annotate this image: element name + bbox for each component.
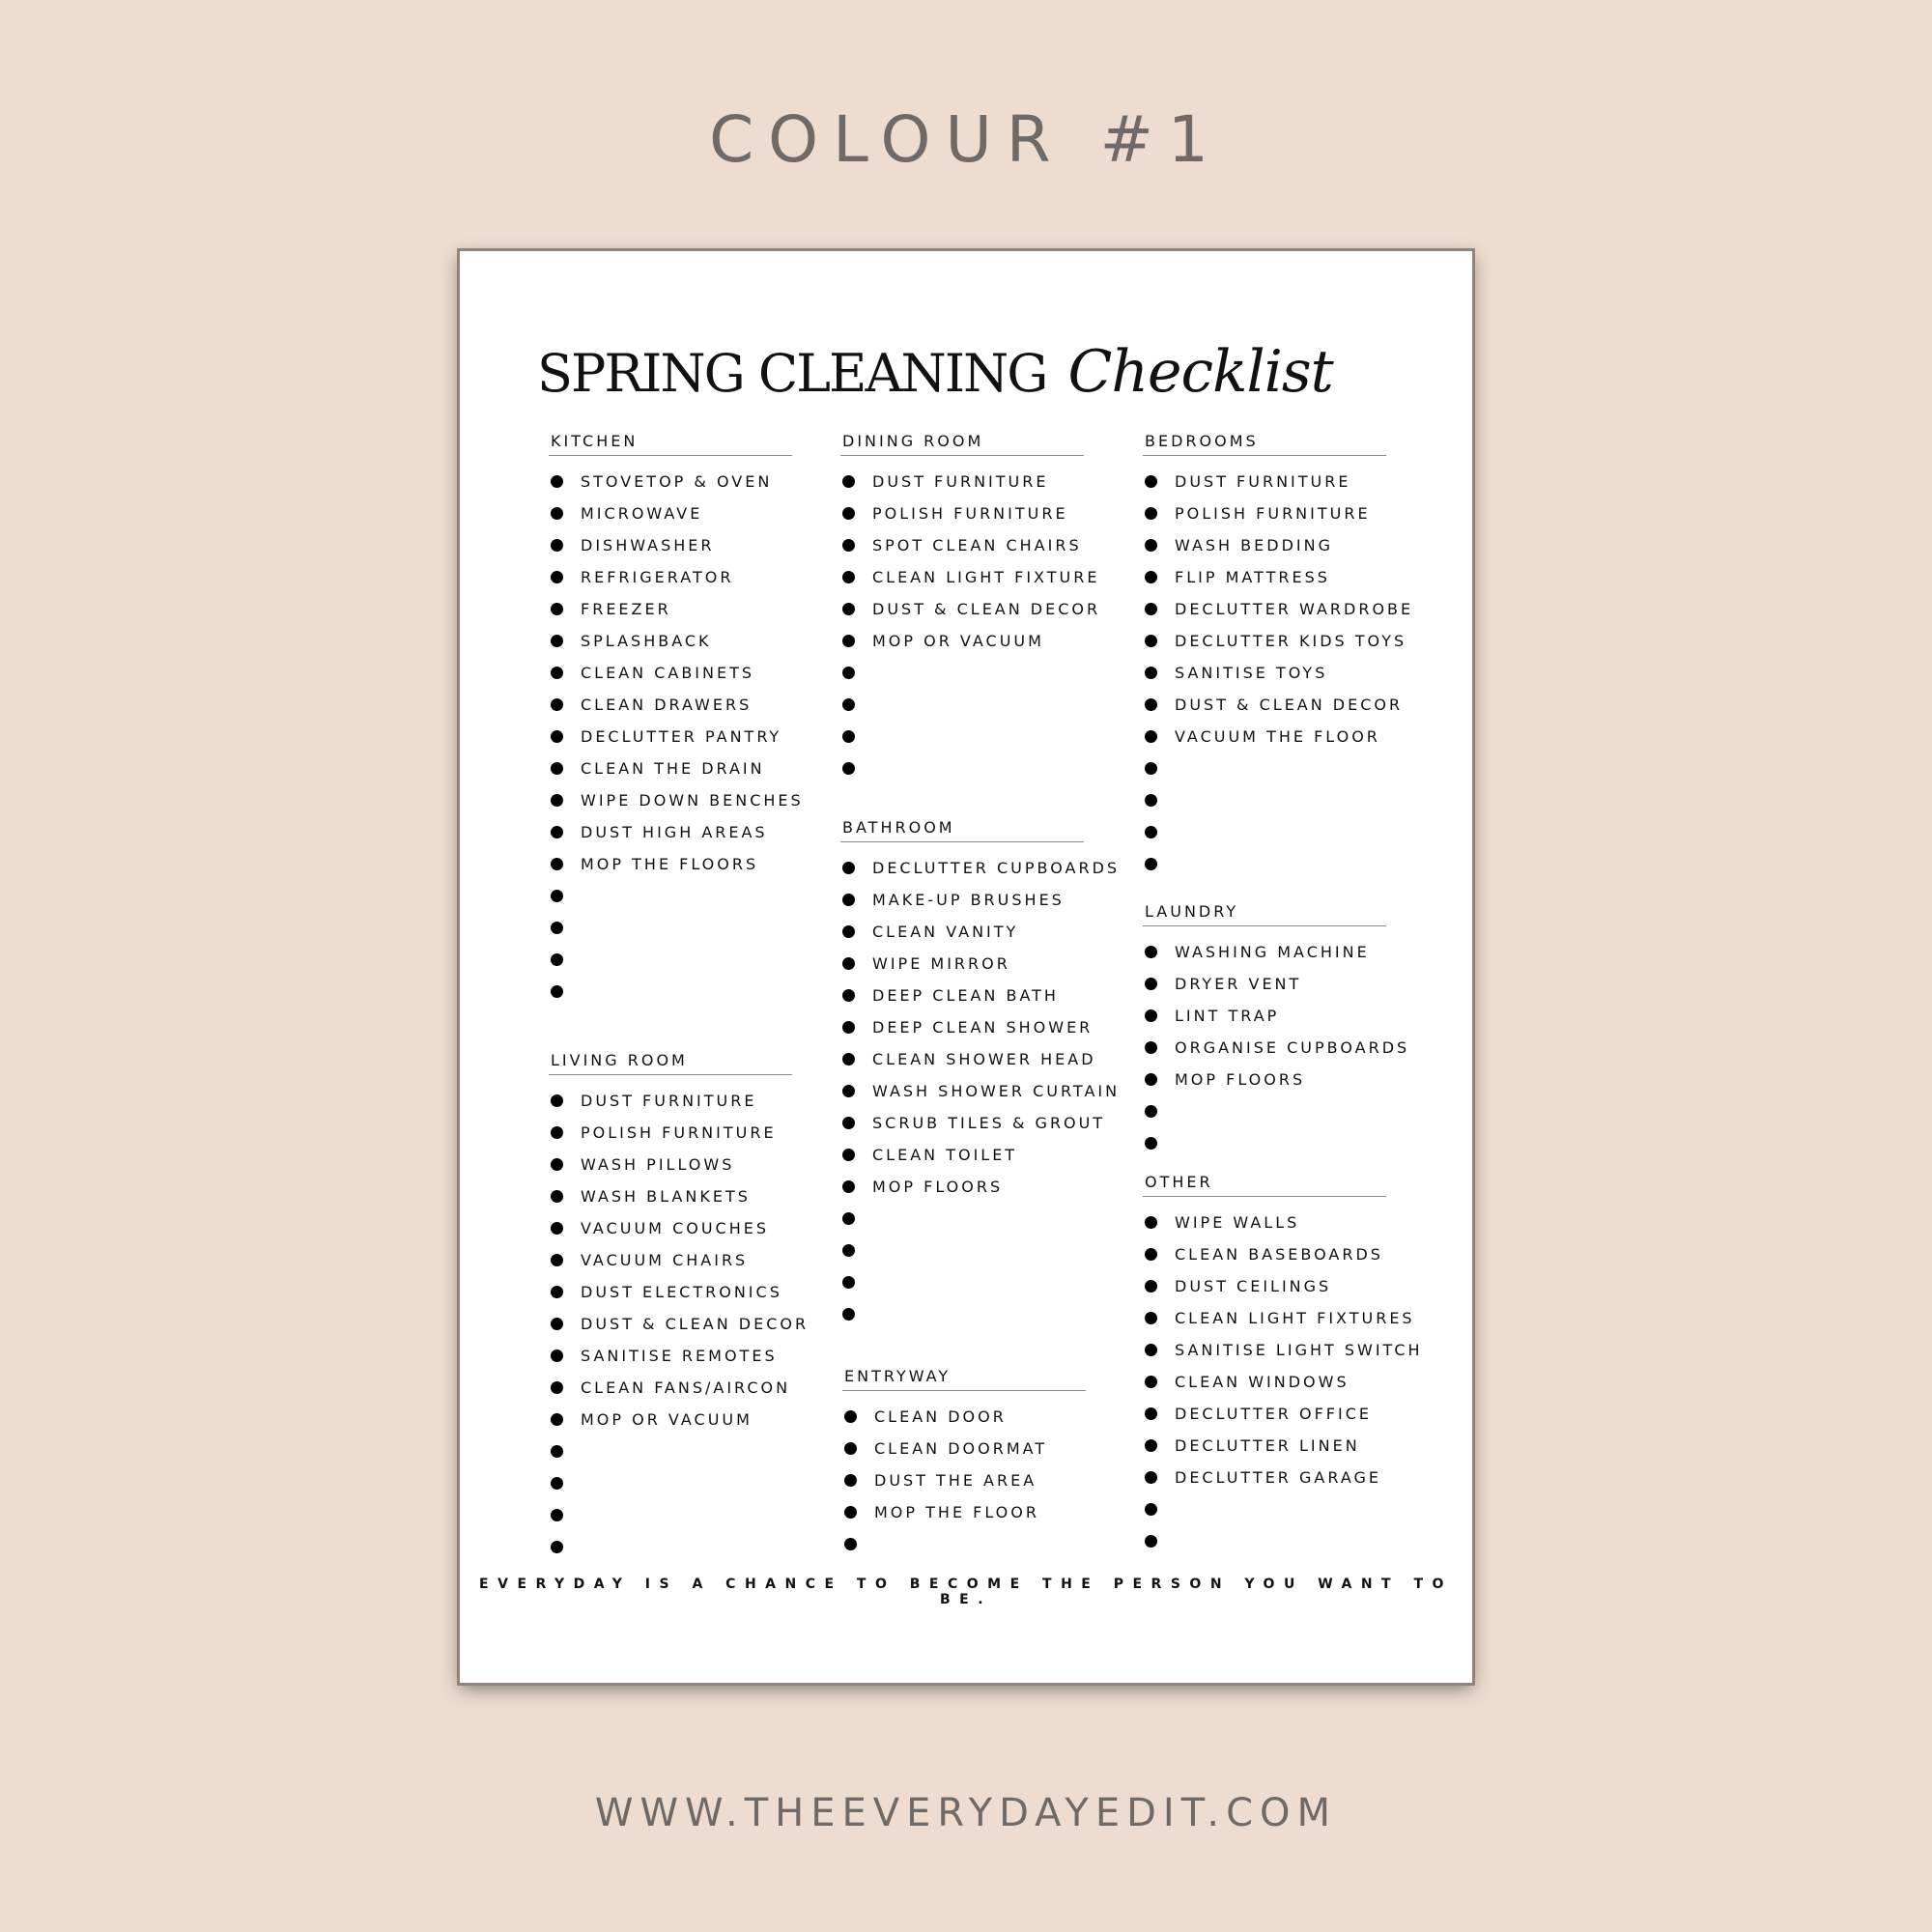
bullet-dot-icon <box>551 762 563 775</box>
bullet-dot-icon <box>1145 635 1157 647</box>
section-title: BATHROOM <box>840 819 1084 842</box>
website-url: WWW.THEEVERYDAYEDIT.COM <box>594 1791 1338 1835</box>
bullet-dot-icon <box>1145 475 1157 488</box>
checklist-item[interactable] <box>549 1372 792 1404</box>
bullet-dot-icon <box>1145 1248 1157 1261</box>
list-spacer <box>1143 926 1386 936</box>
checklist-item-label: POLISH FURNITURE <box>872 503 1068 523</box>
bullet-dot-icon <box>1145 1407 1157 1420</box>
bullet-dot-icon <box>842 1021 855 1034</box>
bullet-dot-icon <box>842 730 855 743</box>
checklist-item-label: CLEAN VANITY <box>872 922 1019 941</box>
bullet-dot-icon <box>1145 1503 1157 1516</box>
bullet-dot-icon <box>1145 1216 1157 1229</box>
checklist-item[interactable] <box>840 497 1084 529</box>
checklist-item-label: CLEAN DOOR <box>874 1406 1007 1426</box>
checklist-item[interactable] <box>1143 593 1414 625</box>
checklist-item[interactable] <box>549 753 792 784</box>
bullet-dot-icon <box>551 539 563 552</box>
bullet-dot-icon <box>842 475 855 488</box>
checklist-item-label: DRYER VENT <box>1175 974 1302 993</box>
blank-checklist-item[interactable] <box>1143 1095 1386 1127</box>
checklist-item-label: DUST & CLEAN DECOR <box>872 599 1101 618</box>
bullet-dot-icon <box>551 1413 563 1426</box>
checklist-item[interactable] <box>1143 561 1386 593</box>
checklist-item[interactable] <box>840 1107 1106 1139</box>
checklist-item-label: DECLUTTER WARDROBE <box>1175 599 1414 618</box>
checklist-item-label: CLEAN BASEBOARDS <box>1175 1244 1383 1264</box>
bullet-dot-icon <box>842 1276 855 1289</box>
blank-checklist-item[interactable] <box>840 689 1084 721</box>
checklist-item[interactable] <box>1143 721 1386 753</box>
blank-checklist-item[interactable] <box>1143 816 1386 848</box>
checklist-item-label: WIPE MIRROR <box>872 953 1010 973</box>
list-spacer <box>842 1391 1086 1401</box>
checklist-item[interactable] <box>842 1496 1086 1528</box>
checklist-item[interactable] <box>842 1401 1086 1433</box>
bullet-dot-icon <box>842 1308 855 1321</box>
bullet-dot-icon <box>1145 1073 1157 1086</box>
checklist-item-label: DUST FURNITURE <box>1175 471 1351 491</box>
bullet-dot-icon <box>842 1149 855 1161</box>
checklist-item[interactable] <box>1143 1207 1386 1238</box>
checklist-item[interactable] <box>549 816 792 848</box>
bullet-dot-icon <box>844 1410 857 1423</box>
bullet-dot-icon <box>844 1506 857 1519</box>
bullet-dot-icon <box>551 1094 563 1107</box>
checklist-item[interactable] <box>840 561 1100 593</box>
checklist-item[interactable] <box>549 1276 792 1308</box>
bullet-dot-icon <box>1145 978 1157 990</box>
checklist-item[interactable] <box>840 852 1121 884</box>
blank-checklist-item[interactable] <box>840 657 1084 689</box>
bullet-dot-icon <box>551 571 563 583</box>
checklist-item[interactable] <box>549 1180 792 1212</box>
blank-checklist-item[interactable] <box>1143 1127 1386 1159</box>
bullet-dot-icon <box>842 667 855 679</box>
section-laundry <box>1143 902 1410 1159</box>
motivational-quote: EVERYDAY IS A CHANCE TO BECOME THE PERSON YOU WANT TO BE. <box>479 1577 1453 1607</box>
checklist-item-label: DECLUTTER PANTRY <box>581 726 782 746</box>
bullet-dot-icon <box>551 635 563 647</box>
item-list <box>840 842 1121 1330</box>
item-list <box>1143 1197 1423 1557</box>
checklist-item[interactable] <box>549 1340 792 1372</box>
bullet-dot-icon <box>551 1318 563 1330</box>
bullet-dot-icon <box>1145 571 1157 583</box>
checklist-item[interactable] <box>549 1212 792 1244</box>
item-list <box>840 456 1101 784</box>
bullet-dot-icon <box>842 957 855 970</box>
checklist-item-label: VACUUM COUCHES <box>581 1218 770 1237</box>
checklist-item-label: DUST & CLEAN DECOR <box>1175 695 1404 714</box>
bullet-dot-icon <box>842 1053 855 1065</box>
bullet-dot-icon <box>551 1190 563 1203</box>
bullet-dot-icon <box>551 985 563 998</box>
checklist-item[interactable] <box>1143 1302 1415 1334</box>
bullet-dot-icon <box>1145 539 1157 552</box>
checklist-item[interactable] <box>549 784 804 816</box>
list-spacer <box>549 456 792 466</box>
checklist-item-label: LINT TRAP <box>1175 1006 1280 1025</box>
checklist-item[interactable] <box>549 625 792 657</box>
checklist-item-label: MOP THE FLOOR <box>874 1502 1039 1521</box>
checklist-item-label: VACUUM THE FLOOR <box>1175 726 1380 746</box>
bullet-dot-icon <box>551 1381 563 1394</box>
checklist-item-label: DISHWASHER <box>581 535 715 554</box>
checklist-item-label: WASH SHOWER CURTAIN <box>872 1081 1121 1100</box>
item-list <box>1143 926 1410 1159</box>
bullet-dot-icon <box>1145 858 1157 870</box>
bullet-dot-icon <box>842 698 855 711</box>
checklist-item-label: MOP FLOORS <box>1175 1069 1306 1089</box>
bullet-dot-icon <box>1145 946 1157 958</box>
blank-checklist-item[interactable] <box>549 880 792 912</box>
checklist-item-label: CLEAN DOORMAT <box>874 1438 1048 1458</box>
checklist-item-label: MOP FLOORS <box>872 1177 1004 1196</box>
checklist-item[interactable] <box>1143 466 1386 497</box>
blank-checklist-item[interactable] <box>840 1203 1084 1235</box>
checklist-item[interactable] <box>842 1433 1086 1464</box>
bullet-dot-icon <box>551 1222 563 1235</box>
bullet-dot-icon <box>551 475 563 488</box>
blank-checklist-item[interactable] <box>1143 784 1386 816</box>
blank-checklist-item[interactable] <box>840 1266 1084 1298</box>
bullet-dot-icon <box>551 667 563 679</box>
checklist-item-label: CLEAN CABINETS <box>581 663 755 682</box>
bullet-dot-icon <box>551 1350 563 1362</box>
item-list <box>1143 456 1414 880</box>
blank-checklist-item[interactable] <box>1143 1493 1386 1525</box>
section-other <box>1143 1173 1423 1557</box>
checklist-item[interactable] <box>1143 1462 1386 1493</box>
checklist-item-label: DEEP CLEAN BATH <box>872 985 1059 1005</box>
bullet-dot-icon <box>551 1477 563 1490</box>
bullet-dot-icon <box>1145 1439 1157 1452</box>
checklist-item[interactable] <box>549 1244 792 1276</box>
checklist-item-label: DUST THE AREA <box>874 1470 1037 1490</box>
checklist-item[interactable] <box>1143 1000 1386 1032</box>
bullet-dot-icon <box>1145 603 1157 615</box>
section-title: LAUNDRY <box>1143 903 1386 926</box>
checklist-item[interactable] <box>840 884 1084 916</box>
list-spacer <box>1143 1197 1386 1207</box>
checklist-item-label: DUST FURNITURE <box>581 1091 757 1110</box>
checklist-item-label: DECLUTTER CUPBOARDS <box>872 858 1121 877</box>
checklist-item[interactable] <box>549 1085 792 1117</box>
checklist-item-label: CLEAN LIGHT FIXTURE <box>872 567 1100 586</box>
item-list <box>549 1075 810 1563</box>
checklist-item[interactable] <box>549 593 792 625</box>
title-script: Checklist <box>1067 338 1333 406</box>
checklist-item-label: DEEP CLEAN SHOWER <box>872 1017 1094 1037</box>
checklist-item[interactable] <box>549 1117 792 1149</box>
bullet-dot-icon <box>1145 698 1157 711</box>
checklist-item-label: WASH BEDDING <box>1175 535 1333 554</box>
checklist-item[interactable] <box>1143 497 1386 529</box>
bullet-dot-icon <box>1145 1312 1157 1324</box>
checklist-item-label: DUST ELECTRONICS <box>581 1282 782 1301</box>
checklist-item-label: SPOT CLEAN CHAIRS <box>872 535 1082 554</box>
list-spacer <box>840 456 1084 466</box>
bullet-dot-icon <box>842 1180 855 1193</box>
bullet-dot-icon <box>842 762 855 775</box>
bullet-dot-icon <box>551 1445 563 1458</box>
checklist-item-label: DECLUTTER GARAGE <box>1175 1467 1381 1487</box>
checklist-item-label: STOVETOP & OVEN <box>581 471 773 491</box>
checklist-item-label: WIPE DOWN BENCHES <box>581 790 804 810</box>
checklist-item[interactable] <box>549 848 792 880</box>
checklist-item-label: FLIP MATTRESS <box>1175 567 1330 586</box>
section-title: BEDROOMS <box>1143 433 1386 456</box>
bullet-dot-icon <box>842 862 855 874</box>
item-list <box>549 456 804 1008</box>
section-dining-room <box>840 432 1101 784</box>
checklist-item[interactable] <box>842 1464 1086 1496</box>
bullet-dot-icon <box>842 539 855 552</box>
section-living-room <box>549 1051 810 1563</box>
checklist-item[interactable] <box>549 529 792 561</box>
checklist-item[interactable] <box>840 980 1084 1011</box>
bullet-dot-icon <box>842 1085 855 1097</box>
bullet-dot-icon <box>551 953 563 966</box>
bullet-dot-icon <box>1145 1344 1157 1356</box>
checklist-item-label: DUST CEILINGS <box>1175 1276 1332 1295</box>
blank-checklist-item[interactable] <box>1143 1525 1386 1557</box>
checklist-item[interactable] <box>549 1404 792 1435</box>
checklist-item[interactable] <box>1143 657 1386 689</box>
blank-checklist-item[interactable] <box>549 1499 792 1531</box>
checklist-item[interactable] <box>840 625 1084 657</box>
checklist-item[interactable] <box>1143 1430 1386 1462</box>
section-title: ENTRYWAY <box>842 1368 1086 1391</box>
bullet-dot-icon <box>551 730 563 743</box>
checklist-item[interactable] <box>840 948 1084 980</box>
bullet-dot-icon <box>842 1117 855 1129</box>
bullet-dot-icon <box>842 635 855 647</box>
bullet-dot-icon <box>1145 1137 1157 1150</box>
checklist-item-label: CLEAN DRAWERS <box>581 695 753 714</box>
checklist-item[interactable] <box>549 1149 792 1180</box>
bullet-dot-icon <box>551 826 563 838</box>
checklist-title <box>537 338 1333 406</box>
bullet-dot-icon <box>551 1286 563 1298</box>
checklist-item[interactable] <box>1143 1398 1386 1430</box>
blank-checklist-item[interactable] <box>1143 753 1386 784</box>
checklist-item[interactable] <box>549 689 792 721</box>
checklist-sheet <box>460 251 1472 1683</box>
bullet-dot-icon <box>551 922 563 934</box>
checklist-item[interactable] <box>1143 1366 1386 1398</box>
bullet-dot-icon <box>1145 730 1157 743</box>
bullet-dot-icon <box>842 507 855 520</box>
checklist-item[interactable] <box>840 1075 1121 1107</box>
bullet-dot-icon <box>1145 1535 1157 1548</box>
bullet-dot-icon <box>844 1442 857 1455</box>
bullet-dot-icon <box>842 989 855 1002</box>
blank-checklist-item[interactable] <box>1143 848 1386 880</box>
checklist-item[interactable] <box>1143 1334 1423 1366</box>
checklist-item[interactable] <box>840 593 1101 625</box>
checklist-item[interactable] <box>549 561 792 593</box>
checklist-item[interactable] <box>549 721 792 753</box>
checklist-item[interactable] <box>1143 1238 1386 1270</box>
blank-checklist-item[interactable] <box>549 1435 792 1467</box>
checklist-item[interactable] <box>1143 968 1386 1000</box>
checklist-item[interactable] <box>1143 1270 1386 1302</box>
bullet-dot-icon <box>551 890 563 902</box>
blank-checklist-item[interactable] <box>549 1531 792 1563</box>
checklist-item-label: CLEAN LIGHT FIXTURES <box>1175 1308 1415 1327</box>
bullet-dot-icon <box>551 858 563 870</box>
bullet-dot-icon <box>842 925 855 938</box>
checklist-item-label: SCRUB TILES & GROUT <box>872 1113 1106 1132</box>
checklist-item-label: VACUUM CHAIRS <box>581 1250 749 1269</box>
checklist-item-label: MOP OR VACUUM <box>872 631 1044 650</box>
bullet-dot-icon <box>551 1541 563 1553</box>
blank-checklist-item[interactable] <box>549 912 792 944</box>
checklist-item[interactable] <box>1143 529 1386 561</box>
checklist-item[interactable] <box>1143 1032 1410 1064</box>
bullet-dot-icon <box>842 571 855 583</box>
bullet-dot-icon <box>551 1509 563 1521</box>
bullet-dot-icon <box>551 794 563 807</box>
bullet-dot-icon <box>1145 794 1157 807</box>
checklist-item[interactable] <box>1143 689 1404 721</box>
checklist-item[interactable] <box>1143 936 1386 968</box>
checklist-item[interactable] <box>840 1171 1084 1203</box>
checklist-item-label: ORGANISE CUPBOARDS <box>1175 1037 1410 1057</box>
checklist-item-label: MAKE-UP BRUSHES <box>872 890 1065 909</box>
checklist-item-label: SANITISE LIGHT SWITCH <box>1175 1340 1423 1359</box>
bullet-dot-icon <box>1145 1471 1157 1484</box>
checklist-item[interactable] <box>549 1308 810 1340</box>
bullet-dot-icon <box>842 1244 855 1257</box>
bullet-dot-icon <box>1145 826 1157 838</box>
checklist-item-label: CLEAN WINDOWS <box>1175 1372 1350 1391</box>
checklist-item-label: DUST HIGH AREAS <box>581 822 768 841</box>
blank-checklist-item[interactable] <box>549 976 792 1008</box>
bullet-dot-icon <box>842 894 855 906</box>
checklist-item[interactable] <box>840 1011 1094 1043</box>
checklist-item-label: MICROWAVE <box>581 503 703 523</box>
checklist-item-label: WIPE WALLS <box>1175 1212 1300 1232</box>
checklist-item-label: REFRIGERATOR <box>581 567 734 586</box>
checklist-item-label: WASHING MACHINE <box>1175 942 1370 961</box>
checklist-item-label: WASH PILLOWS <box>581 1154 735 1174</box>
checklist-item-label: CLEAN TOILET <box>872 1145 1018 1164</box>
checklist-item[interactable] <box>840 1139 1084 1171</box>
blank-checklist-item[interactable] <box>842 1528 1086 1560</box>
checklist-item[interactable] <box>549 466 792 497</box>
bullet-dot-icon <box>844 1474 857 1487</box>
bullet-dot-icon <box>551 603 563 615</box>
checklist-item[interactable] <box>1143 625 1407 657</box>
section-entryway <box>842 1368 1086 1560</box>
bullet-dot-icon <box>1145 1280 1157 1293</box>
section-bedrooms <box>1143 432 1414 880</box>
list-spacer <box>840 842 1084 852</box>
blank-checklist-item[interactable] <box>840 721 1084 753</box>
bullet-dot-icon <box>1145 762 1157 775</box>
checklist-item-label: POLISH FURNITURE <box>1175 503 1371 523</box>
checklist-item[interactable] <box>1143 1064 1386 1095</box>
section-bathroom <box>840 818 1121 1330</box>
checklist-item[interactable] <box>549 657 792 689</box>
bullet-dot-icon <box>1145 507 1157 520</box>
bullet-dot-icon <box>1145 667 1157 679</box>
checklist-item-label: DECLUTTER LINEN <box>1175 1435 1360 1455</box>
checklist-item[interactable] <box>549 497 792 529</box>
section-title: DINING ROOM <box>840 433 1084 456</box>
bullet-dot-icon <box>1145 1105 1157 1118</box>
bullet-dot-icon <box>842 603 855 615</box>
blank-checklist-item[interactable] <box>840 753 1084 784</box>
checklist-item-label: DUST FURNITURE <box>872 471 1049 491</box>
checklist-item-label: SANITISE TOYS <box>1175 663 1328 682</box>
checklist-item[interactable] <box>840 916 1084 948</box>
item-list <box>842 1391 1086 1560</box>
checklist-item[interactable] <box>840 466 1084 497</box>
section-title: KITCHEN <box>549 433 792 456</box>
checklist-item-label: POLISH FURNITURE <box>581 1122 777 1142</box>
checklist-item[interactable] <box>840 1043 1096 1075</box>
bullet-dot-icon <box>842 1212 855 1225</box>
bullet-dot-icon <box>1145 1009 1157 1022</box>
checklist-item[interactable] <box>840 529 1084 561</box>
blank-checklist-item[interactable] <box>840 1235 1084 1266</box>
section-title: OTHER <box>1143 1174 1386 1197</box>
bullet-dot-icon <box>844 1538 857 1550</box>
bullet-dot-icon <box>1145 1041 1157 1054</box>
bullet-dot-icon <box>551 698 563 711</box>
bullet-dot-icon <box>551 507 563 520</box>
checklist-item-label: WASH BLANKETS <box>581 1186 751 1206</box>
checklist-item-label: SANITISE REMOTES <box>581 1346 778 1365</box>
blank-checklist-item[interactable] <box>549 1467 792 1499</box>
bullet-dot-icon <box>551 1126 563 1139</box>
title-main: SPRING CLEANING <box>537 343 1047 404</box>
checklist-item-label: DECLUTTER OFFICE <box>1175 1404 1373 1423</box>
list-spacer <box>549 1075 792 1085</box>
colour-label: COLOUR #1 <box>709 102 1223 177</box>
blank-checklist-item[interactable] <box>840 1298 1084 1330</box>
checklist-item-label: DECLUTTER KIDS TOYS <box>1175 631 1407 650</box>
bullet-dot-icon <box>551 1158 563 1171</box>
checklist-item-label: CLEAN FANS/AIRCON <box>581 1378 791 1397</box>
checklist-item-label: MOP THE FLOORS <box>581 854 759 873</box>
checklist-item-label: CLEAN THE DRAIN <box>581 758 765 778</box>
bullet-dot-icon <box>551 1254 563 1266</box>
bullet-dot-icon <box>1145 1376 1157 1388</box>
checklist-item-label: CLEAN SHOWER HEAD <box>872 1049 1096 1068</box>
section-title: LIVING ROOM <box>549 1052 792 1075</box>
checklist-item-label: MOP OR VACUUM <box>581 1409 753 1429</box>
blank-checklist-item[interactable] <box>549 944 792 976</box>
list-spacer <box>1143 456 1386 466</box>
section-kitchen <box>549 432 804 1008</box>
checklist-item-label: SPLASHBACK <box>581 631 712 650</box>
checklist-item-label: FREEZER <box>581 599 671 618</box>
checklist-item-label: DUST & CLEAN DECOR <box>581 1314 810 1333</box>
